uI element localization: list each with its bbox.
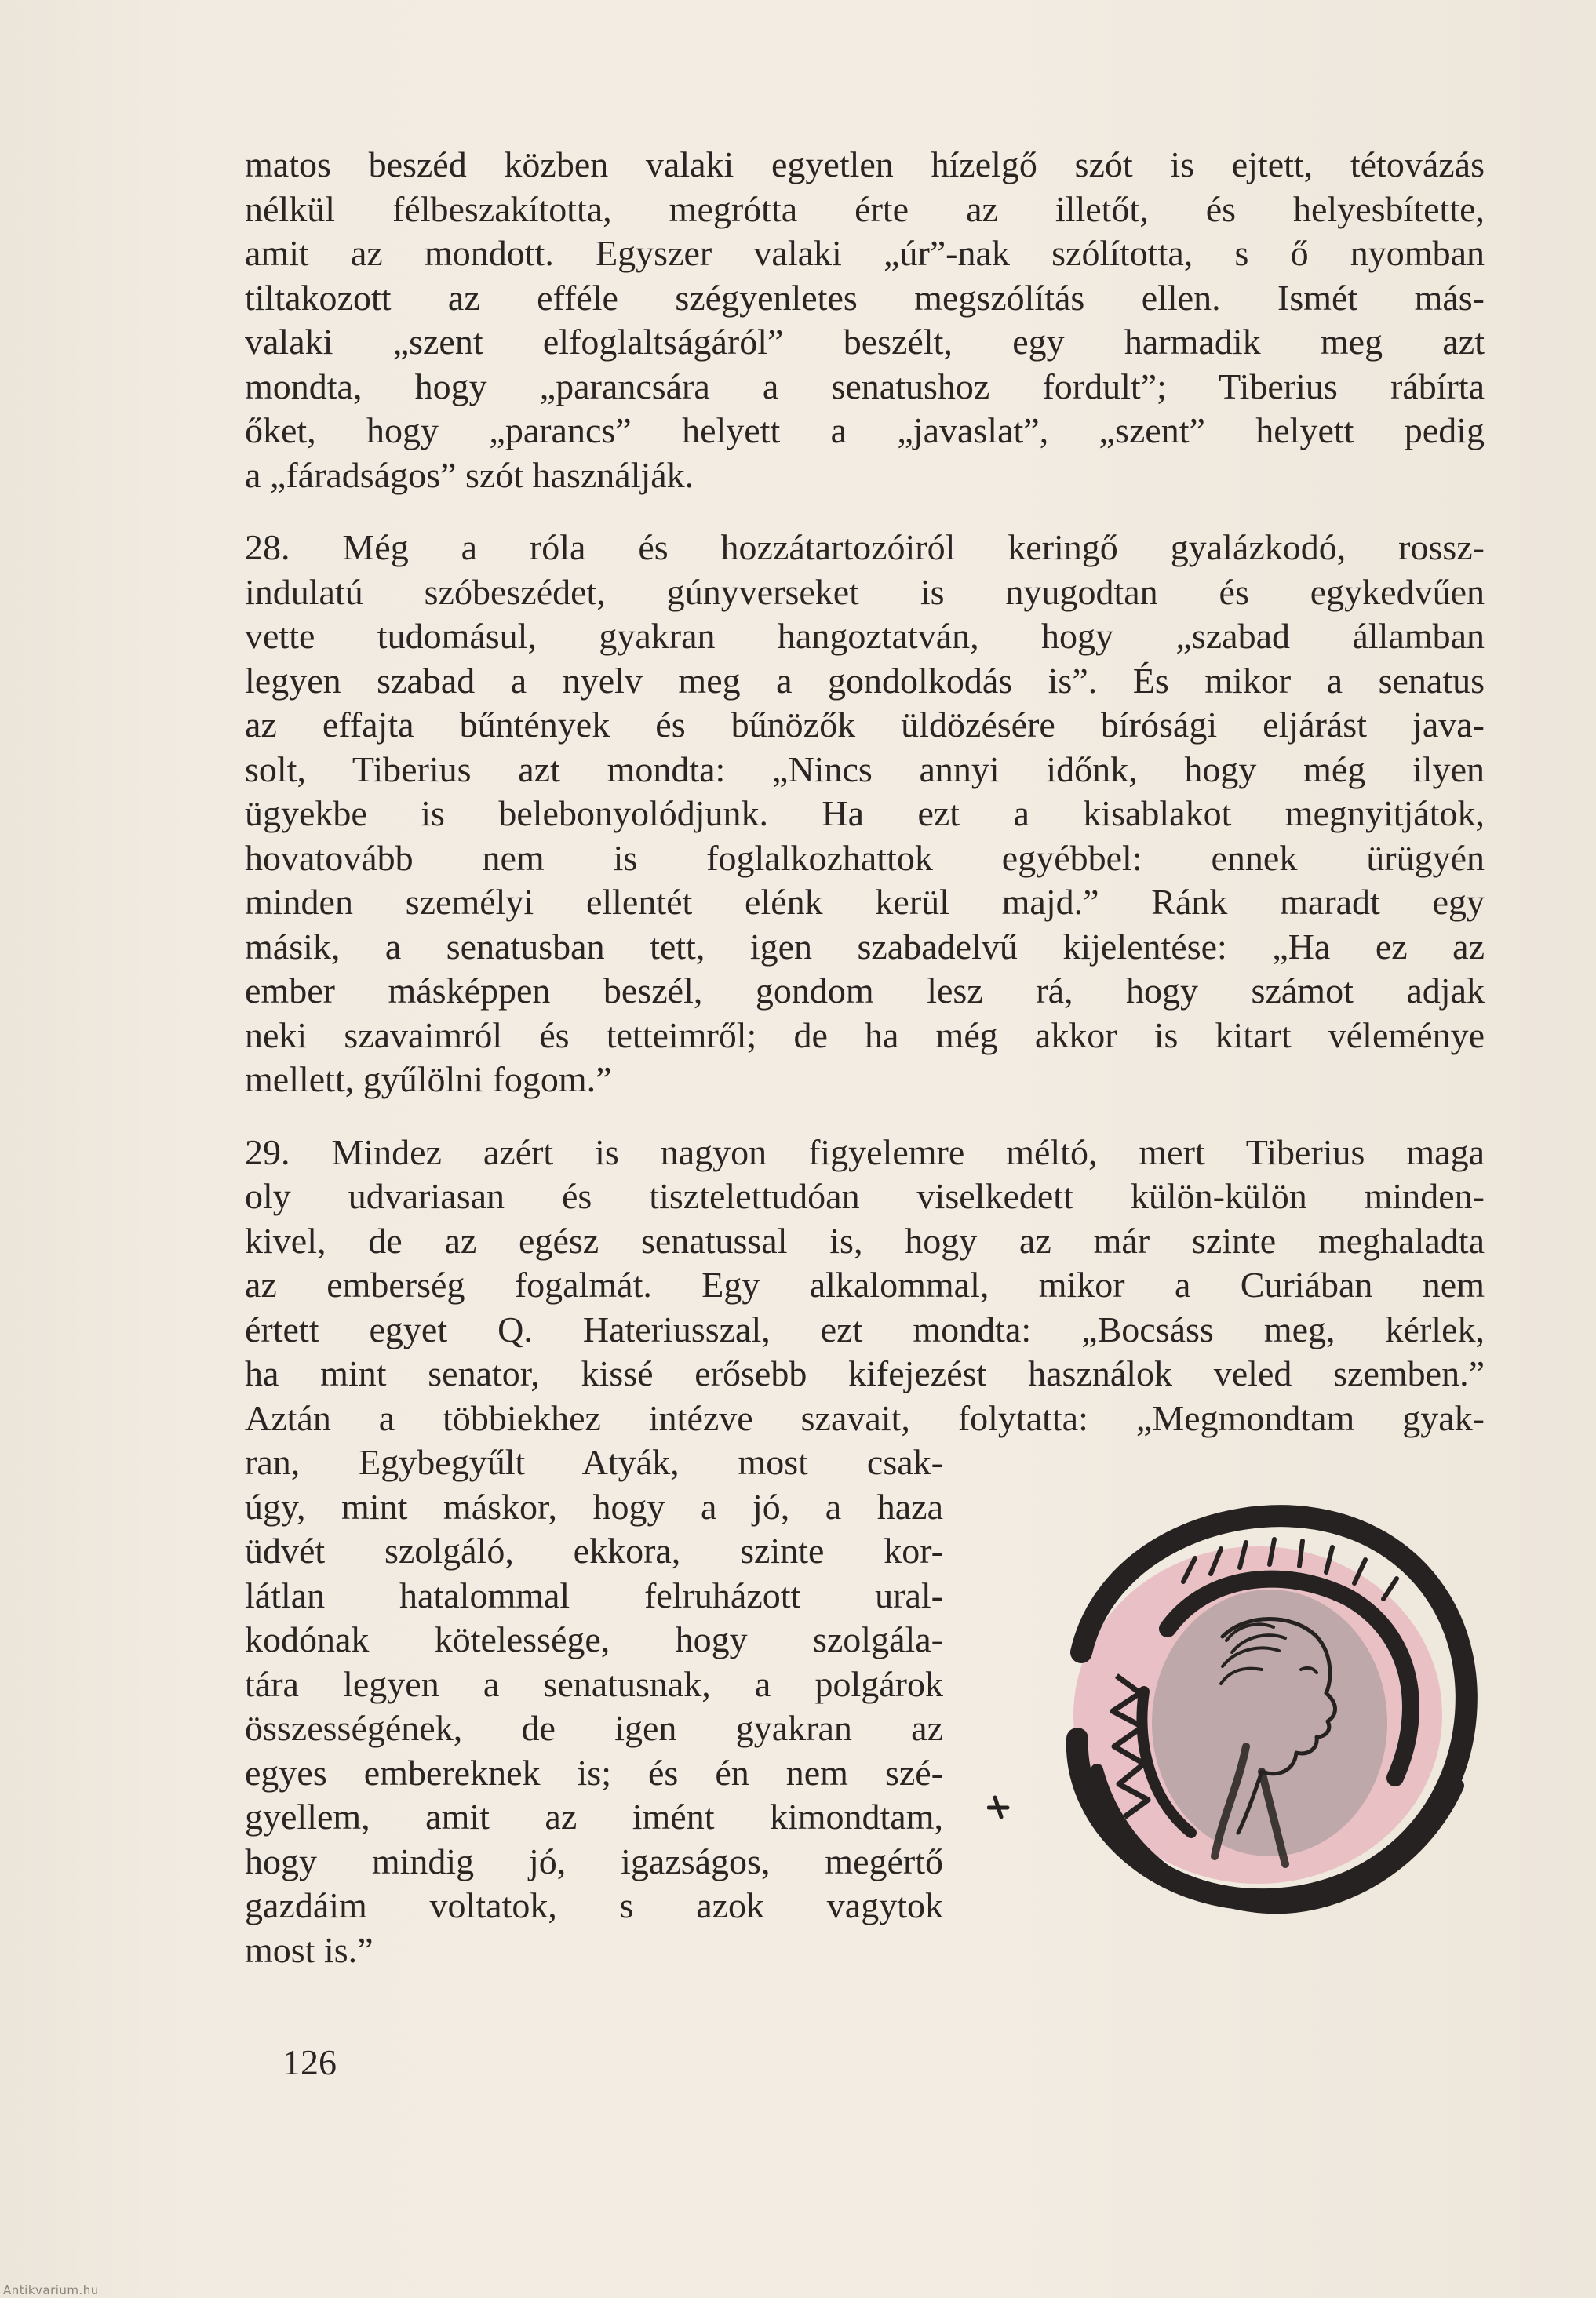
- text-line: üdvét szolgáló, ekkora, szinte kor-: [245, 1531, 943, 1571]
- text-line: ran, Egybegyűlt Atyák, most csak-: [245, 1442, 943, 1482]
- text-line: neki szavaimról és tetteimről; de ha még akkor is kitart véleménye: [245, 1014, 1485, 1055]
- text-line: solt, Tiberius azt mondta: „Nincs annyi időnk, hogy még ilyen: [245, 748, 1485, 789]
- text-line: legyen szabad a nyelv meg a gondolkodás is”. És mikor a senatus: [245, 660, 1485, 701]
- text-line: őket, hogy „parancs” helyett a „javaslat”, „szent” helyett pedig: [245, 410, 1485, 450]
- text-line: nélkül félbeszakította, megrótta érte az illetőt, és helyesbítette,: [245, 188, 1485, 229]
- text-line: matos beszéd közben valaki egyetlen hízelgő szót is ejtett, tétovázás: [245, 144, 1485, 184]
- text-line: most is.”: [245, 1929, 373, 1970]
- watermark-text: Antikvarium.hu: [3, 2283, 99, 2297]
- text-line: mellett, gyűlölni fogom.”: [245, 1059, 612, 1099]
- medallion-portrait-illustration: [987, 1488, 1505, 1982]
- text-line: kodónak kötelessége, hogy szolgála-: [245, 1619, 943, 1659]
- text-line: indulatú szóbeszédet, gúnyverseket is nyugodtan és egykedvűen: [245, 571, 1485, 612]
- text-line: ember másképpen beszél, gondom lesz rá, hogy számot adjak: [245, 971, 1485, 1011]
- text-line: kivel, de az egész senatussal is, hogy az már szinte meghaladta: [245, 1220, 1485, 1261]
- text-line: minden személyi ellentét elénk kerül majd.” Ránk maradt egy: [245, 882, 1485, 922]
- page-number: 126: [282, 2042, 337, 2082]
- text-line: gazdáim voltatok, s azok vagytok: [245, 1885, 943, 1925]
- paragraph-continued: [245, 143, 1485, 497]
- text-line: gyellem, amit az imént kimondtam,: [245, 1797, 943, 1837]
- text-line: vette tudomásul, gyakran hangoztatván, hogy „szabad államban: [245, 616, 1485, 656]
- stray-mark: [989, 1797, 1008, 1817]
- text-line: úgy, mint máskor, hogy a jó, a haza: [245, 1486, 943, 1527]
- text-line: amit az mondott. Egyszer valaki „úr”-nak szólította, s ő nyomban: [245, 233, 1485, 273]
- text-line: ügyekbe is belebonyolódjunk. Ha ezt a kisablakot megnyitjátok,: [245, 793, 1485, 833]
- text-line: értett egyet Q. Hateriusszal, ezt mondta: „Bocsáss meg, kérlek,: [245, 1309, 1485, 1349]
- text-line: 28. Még a róla és hozzátartozóiról keringő gyalázkodó, rossz-: [245, 527, 1485, 567]
- text-line: a „fáradságos” szót használják.: [245, 454, 694, 495]
- text-line: 29. Mindez azért is nagyon figyelemre méltó, mert Tiberius maga: [245, 1131, 1485, 1172]
- paragraph-28: [245, 526, 1485, 1102]
- text-line: Aztán a többiekhez intézve szavait, folytatta: „Megmondtam gyak-: [245, 1397, 1485, 1438]
- text-line: ha mint senator, kissé erősebb kifejezést használok veled szemben.”: [245, 1353, 1485, 1393]
- text-line: valaki „szent elfoglaltságáról” beszélt, egy harmadik meg azt: [245, 322, 1485, 362]
- text-line: tiltakozott az efféle szégyenletes megszólítás ellen. Ismét más-: [245, 277, 1485, 318]
- text-line: másik, a senatusban tett, igen szabadelvű kijelentése: „Ha ez az: [245, 926, 1485, 967]
- text-line: hovatovább nem is foglalkozhattok egyébbel: ennek ürügyén: [245, 837, 1485, 878]
- text-line: egyes embereknek is; és én nem szé-: [245, 1752, 943, 1793]
- text-line: az emberség fogalmát. Egy alkalommal, mikor a Curiában nem: [245, 1265, 1485, 1305]
- text-line: tára legyen a senatusnak, a polgárok: [245, 1663, 943, 1704]
- text-line: mondta, hogy „parancsára a senatushoz fordult”; Tiberius rábírta: [245, 366, 1485, 406]
- text-line: összességének, de igen gyakran az: [245, 1708, 943, 1748]
- text-line: az effajta bűntények és bűnözők üldözésére bírósági eljárást java-: [245, 705, 1485, 745]
- wrapped-text-column: [245, 1440, 943, 1972]
- text-line: látlan hatalommal felruházott ural-: [245, 1575, 943, 1615]
- text-line: hogy mindig jó, igazságos, megértő: [245, 1841, 943, 1881]
- text-line: oly udvariasan és tisztelettudóan viselkedett külön-külön minden-: [245, 1176, 1485, 1216]
